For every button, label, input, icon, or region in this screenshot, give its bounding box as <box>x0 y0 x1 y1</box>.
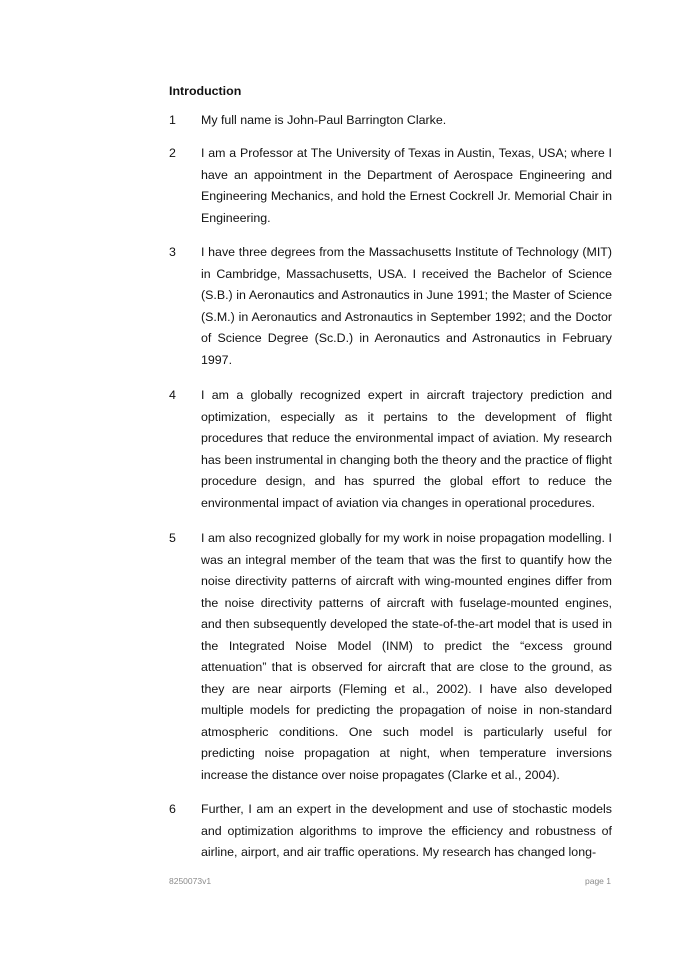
paragraph-number: 2 <box>169 146 176 160</box>
paragraph-text: I am also recognized globally for my work in noise propagation modelling. I was an integral member of the team that was the first to quantify how the noise directivity patterns of aircraft with wing-mounted engines differ from the noise directivity patterns of aircraft with fuselage-mounted engines, and then subsequently developed the state-of-the-art model that is used in the Integrated Noise Model (INM) to predict the “excess ground attenuation” that is observed for aircraft that are close to the ground, as they are near airports (Fleming et al., 2002). I have also developed multiple models for predicting the propagation of noise in non-standard atmospheric conditions. One such model is particularly useful for predicting noise propagation at night, when temperature inversions increase the distance over noise propagates (Clarke et al., 2004). <box>201 531 612 782</box>
paragraph-number: 1 <box>169 113 176 127</box>
paragraph-text: I have three degrees from the Massachusetts Institute of Technology (MIT) in Cambridge, Massachusetts, USA. I received the Bachelor of Science (S.B.) in Aeronautics and Astronautics in June 1991; the Master of Science (S.M.) in Aeronautics and Astronautics in September 1992; and the Doctor of Science Degree (Sc.D.) in Aeronautics and Astronautics in February 1997. <box>201 245 612 367</box>
paragraph-2 <box>169 143 612 229</box>
paragraph-number: 6 <box>169 802 176 816</box>
paragraph-number: 4 <box>169 388 176 402</box>
paragraph-4 <box>169 385 612 514</box>
document-id: 8250073v1 <box>169 876 212 886</box>
page-number: page 1 <box>585 876 611 886</box>
paragraph-text: I am a globally recognized expert in aircraft trajectory prediction and optimization, especially as it pertains to the development of flight procedures that reduce the environmental impact of aviation. My research has been instrumental in changing both the theory and the practice of flight procedure design, and has spurred the global effort to reduce the environmental impact of aviation via changes in operational procedures. <box>201 388 612 510</box>
paragraph-5 <box>169 528 612 786</box>
section-heading: Introduction <box>169 84 242 98</box>
paragraph-number: 5 <box>169 531 176 545</box>
paragraph-text: My full name is John-Paul Barrington Clarke. <box>201 113 447 127</box>
paragraph-3 <box>169 242 612 371</box>
paragraph-text: I am a Professor at The University of Texas in Austin, Texas, USA; where I have an appointment in the Department of Aerospace Engineering and Engineering Mechanics, and hold the Ernest Cockrell Jr. Memorial Chair in Engineering. <box>201 146 612 225</box>
paragraph-1 <box>169 110 612 132</box>
paragraph-number: 3 <box>169 245 176 259</box>
paragraph-6 <box>169 799 612 864</box>
paragraph-text: Further, I am an expert in the development and use of stochastic models and optimization algorithms to improve the efficiency and robustness of airline, airport, and air traffic operations. My research has changed long- <box>201 802 612 859</box>
